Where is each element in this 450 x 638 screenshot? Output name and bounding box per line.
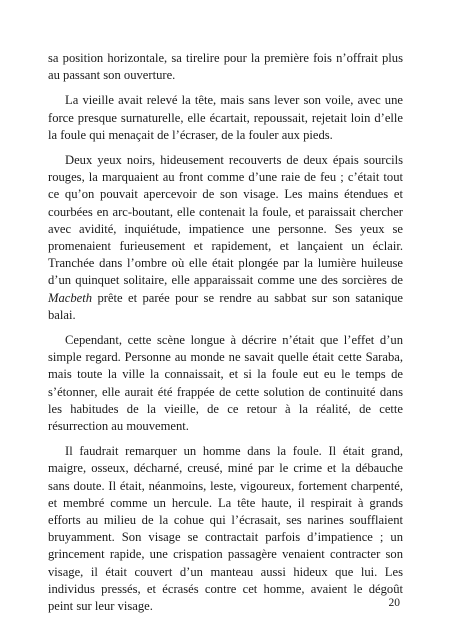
- paragraph-1: sa position horizontale, sa tirelire pour la première fois n’offrait plus au passant son ouverture.: [48, 51, 403, 83]
- paragraph-2: La vieille avait relevé la tête, mais sans lever son voile, avec une force presque surnaturelle, elle écartait, repoussait, rejetait loin d’elle la foule qui menaçait de l’écraser, de la fouler aux pieds.: [48, 93, 403, 142]
- paragraph-3-text-before: Deux yeux noirs, hideusement recouverts de deux épais sourcils rouges, la marquaient au front comme d’une raie de feu ; c’était tout ce qu’on pouvait apercevoir de son visage. Les mains étendues et courbées en arc-boutant, elle contenait la foule, et paraissait chercher avec avidité, inquiétude, impatience une personne. Ses yeux se promenaient furieusement et rapidement, et lançaient un éclair. Tranchée dans l’ombre où elle était plongée par la lumière huileuse d’un quinquet solitaire, elle apparaissait comme une des sorcières de: [48, 153, 403, 288]
- paragraph-4: Cependant, cette scène longue à décrire n’était que l’effet d’un simple regard. Personne au monde ne savait quelle était cette Saraba, mais toute la ville la connaissait, et si la foule eut eu le temps de s’étonner, elle aurait été frappée de cette solution de continuité dans les habitudes de la vieille, de ce retour à la réalité, de cette résurrection au mouvement.: [48, 333, 403, 434]
- page-number: 20: [388, 597, 400, 609]
- paragraph-3-text-after: prête et parée pour se rendre au sabbat sur son satanique balai.: [48, 290, 403, 322]
- paragraph-5: Il faudrait remarquer un homme dans la foule. Il était grand, maigre, osseux, décharné, creusé, miné par le crime et la débauche sans doute. Il était, néanmoins, leste, vigoureux, fortement charpenté, et membré comme un hercule. La tête haute, il respirait à grands efforts au milieu de la cohue qui l’écrasait, ses narines soufflaient bruyamment. Son visage se contractait parfois d’impatience ; un grincement rapide, une crispation passagère venaient contracter son visage, il était couvert d’un manteau aussi hideux que lui. Les individus pressés, et écrasés contre cet homme, avaient le dégoût peint sur leur visage.: [48, 444, 403, 614]
- macbeth-title: Macbeth: [48, 290, 93, 305]
- body-text: [48, 50, 403, 623]
- paragraph-3: [48, 152, 403, 324]
